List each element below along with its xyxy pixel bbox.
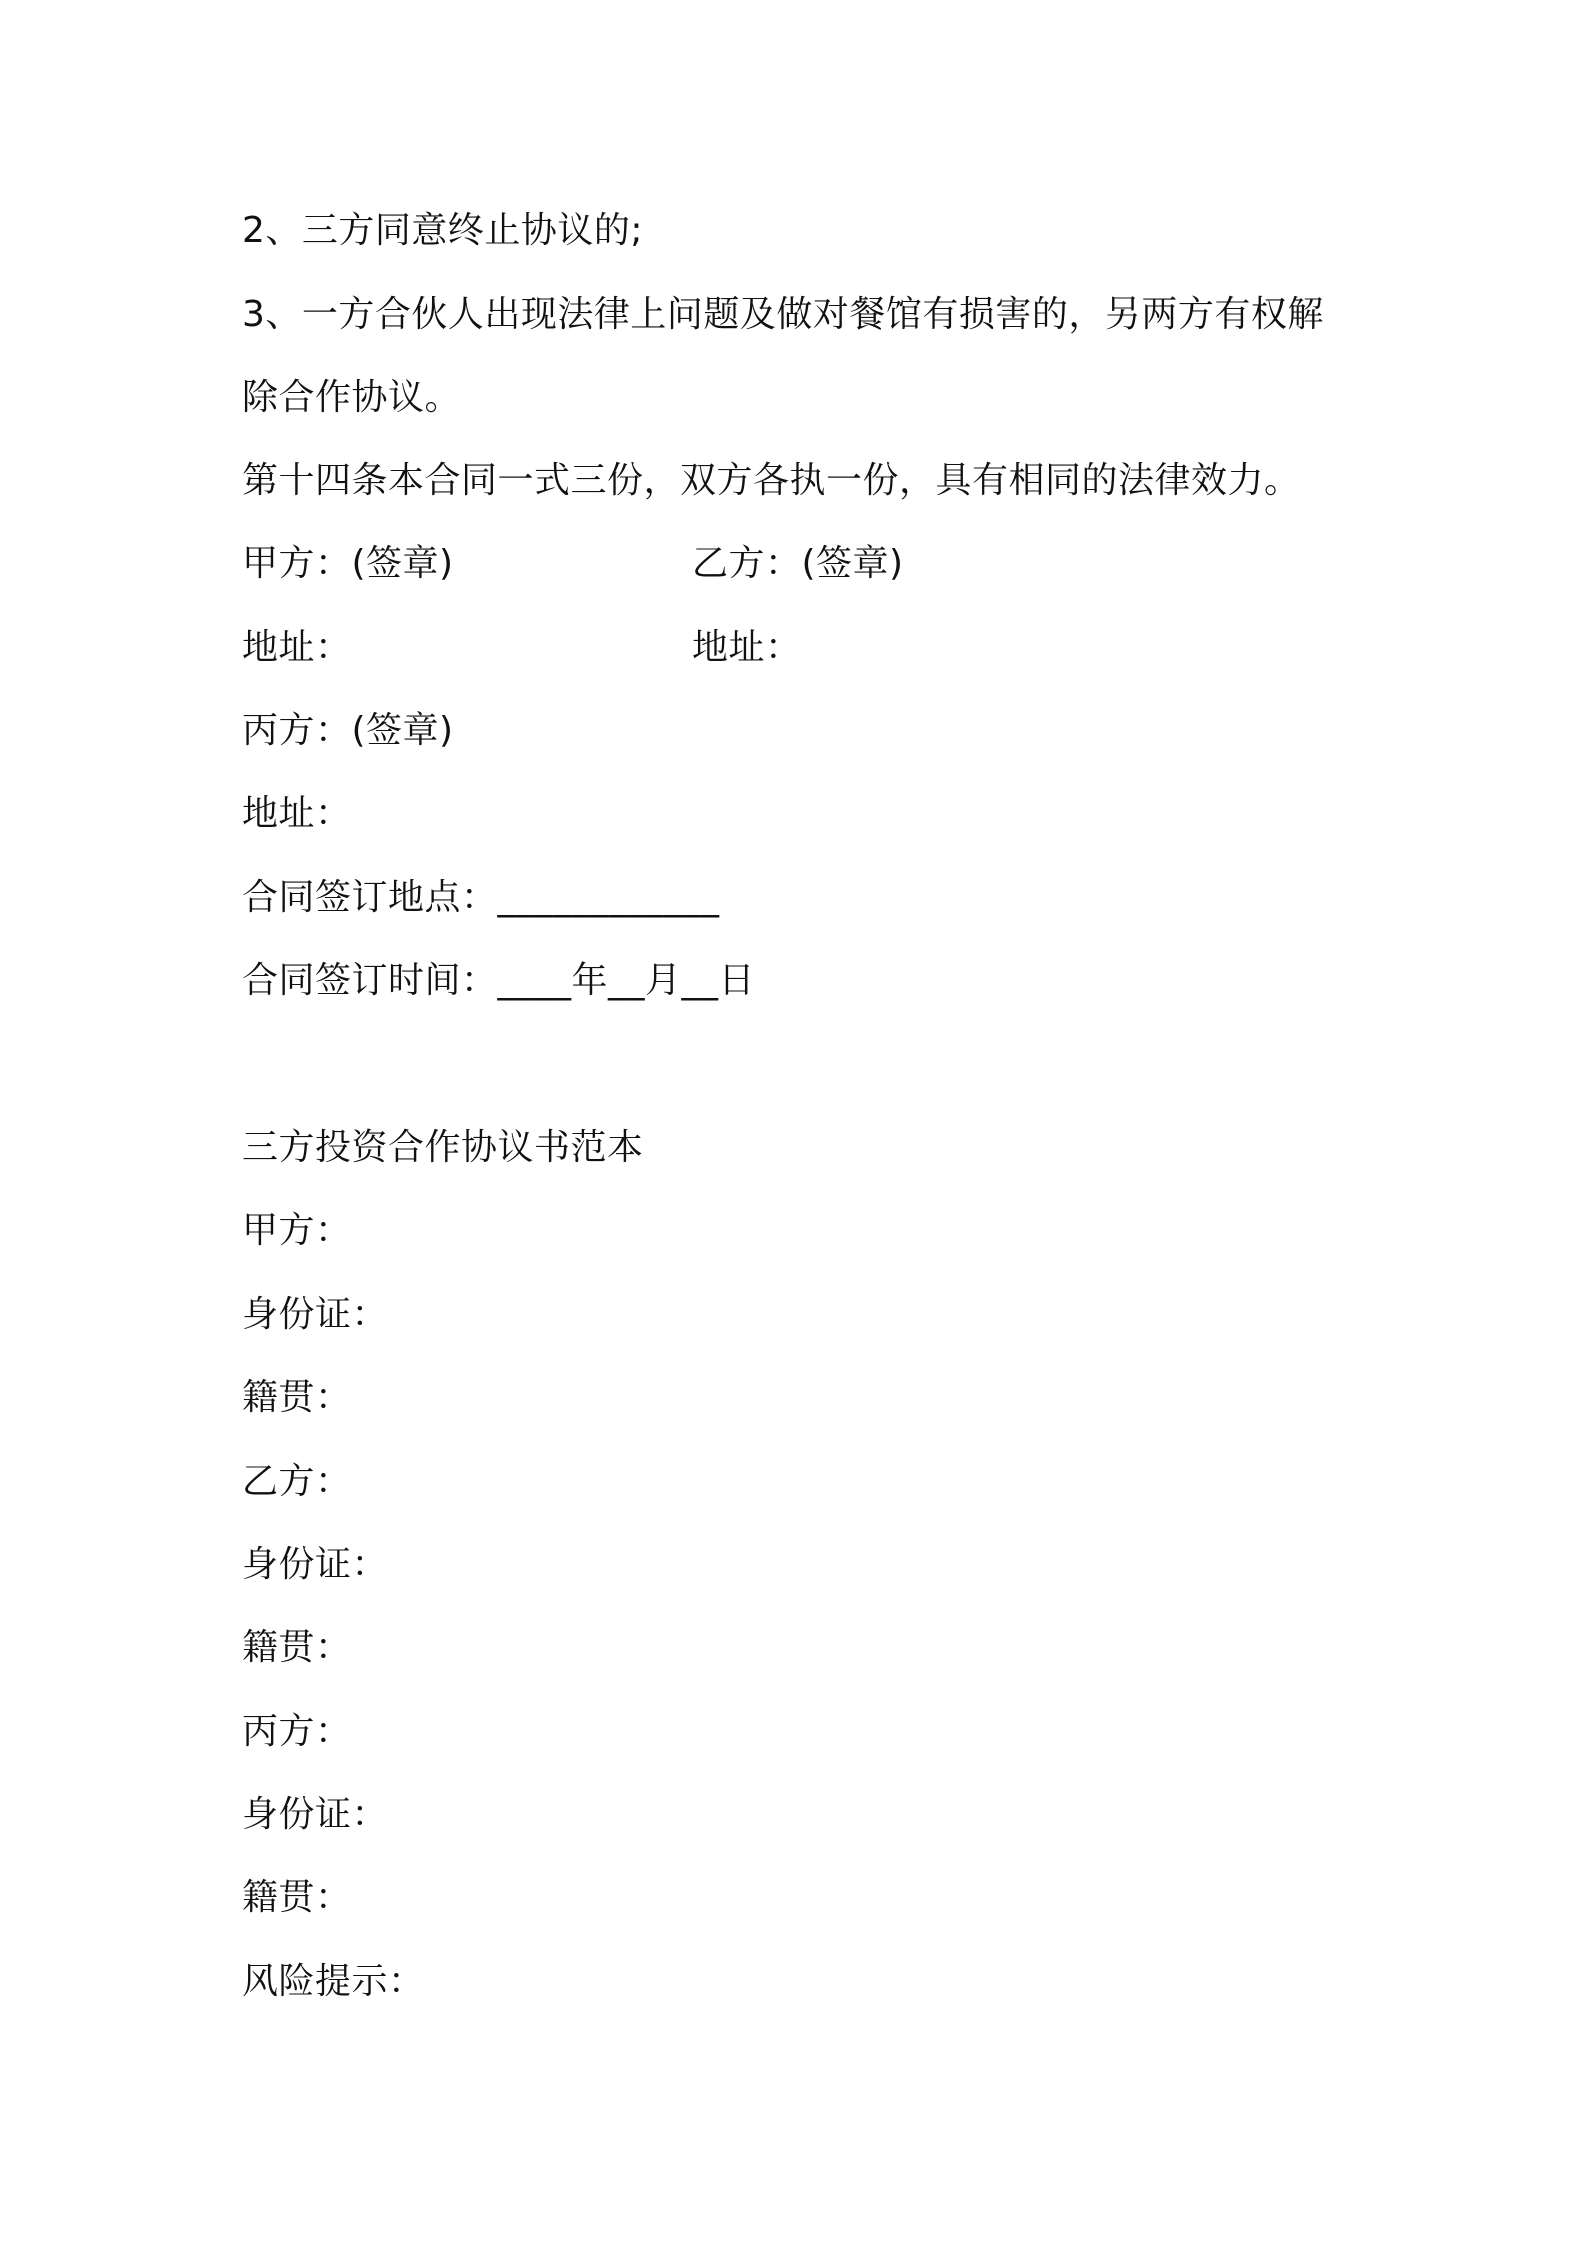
template-party-c-id: 身份证： bbox=[242, 1794, 389, 1835]
article-14: 第十四条本合同一式三份，双方各执一份，具有相同的法律效力。 bbox=[242, 460, 1301, 501]
template-party-c-origin: 籍贯： bbox=[242, 1877, 352, 1918]
party-c-address: 地址： bbox=[242, 793, 352, 834]
template-party-b-origin: 籍贯： bbox=[242, 1627, 352, 1668]
template-party-a-id: 身份证： bbox=[242, 1294, 389, 1335]
party-a-seal: 甲方：(签章) bbox=[242, 543, 454, 584]
clause-item-3-line-2: 除合作协议。 bbox=[242, 377, 462, 418]
template-party-b: 乙方： bbox=[242, 1461, 352, 1502]
clause-item-3-line-1: 3、一方合伙人出现法律上问题及做对餐馆有损害的，另两方有权解 bbox=[242, 294, 1324, 335]
template-party-b-id: 身份证： bbox=[242, 1544, 389, 1585]
template-party-a: 甲方： bbox=[242, 1210, 352, 1251]
party-a-address: 地址： bbox=[242, 627, 352, 668]
template-party-c: 丙方： bbox=[242, 1711, 352, 1752]
contract-sign-time: 合同签订时间：____年__月__日 bbox=[242, 960, 756, 1001]
clause-item-2: 2、三方同意终止协议的; bbox=[242, 210, 644, 251]
template-title: 三方投资合作协议书范本 bbox=[242, 1127, 644, 1168]
party-b-address: 地址： bbox=[692, 627, 802, 668]
party-b-seal: 乙方：(签章) bbox=[692, 543, 904, 584]
template-party-a-origin: 籍贯： bbox=[242, 1377, 352, 1418]
party-c-seal: 丙方：(签章) bbox=[242, 710, 454, 751]
contract-sign-place: 合同签订地点：____________ bbox=[242, 877, 720, 918]
template-risk-notice: 风险提示： bbox=[242, 1961, 425, 2002]
